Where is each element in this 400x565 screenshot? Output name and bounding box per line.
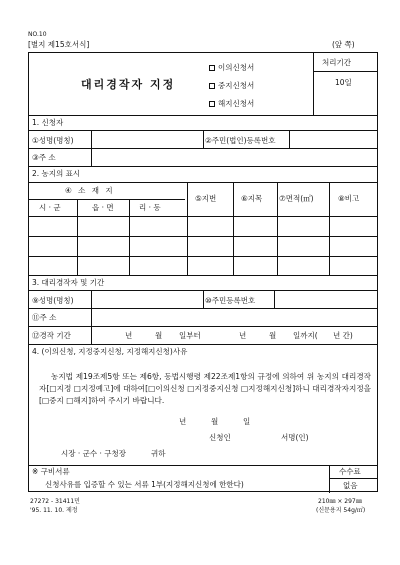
section2-heading: 2. 농지의 표시 [32, 169, 81, 178]
checkbox-box[interactable] [209, 83, 215, 89]
period-start-month: 월 [155, 331, 163, 340]
date-month: 월 [211, 417, 219, 426]
addressee-label: 시장 · 군수 · 구청장 [61, 449, 127, 458]
front-side-label: (앞 쪽) [332, 40, 355, 49]
objection-checkbox[interactable] [209, 63, 254, 73]
request-statement: 농지법 제19조제5항 또는 제6항, 동법시행령 제22조제1항의 규정에 의하여 위 농지의 대리경작자[□지정 □지정예고]에 대하여[□이의신청 □지정중지신청 □지정해지신청]하니 대리경작자지정을[□중지 □해지]하여 주시기 바랍니다. [39, 372, 371, 405]
section4-heading: 4. (이의신청, 지정중지신청, 지정해지신청)사유 [32, 347, 188, 356]
period-start-day: 일부터 [179, 331, 201, 340]
suspension-checkbox[interactable] [209, 81, 254, 91]
col-ri-dong: 리 · 동 [139, 203, 161, 212]
date-year: 년 [179, 417, 187, 426]
applicant-reg-label: ②주민(법인)등록번호 [205, 136, 276, 145]
required-doc-item: 신청사유를 입증할 수 있는 서류 1부(지정해지신청에 한한다) [45, 480, 244, 489]
form-annex-label: [별지 제15호서식] [28, 40, 90, 49]
application-form [28, 52, 378, 492]
processing-period-value: 10일 [335, 78, 352, 87]
col-lot-number: ⑤지번 [195, 194, 217, 203]
period-start-year: 년 [125, 331, 133, 340]
footer-paper-size: 210㎜ × 297㎜ [318, 498, 362, 505]
agent-name-label: ⑨성명(명칭) [32, 296, 74, 305]
section1-heading: 1. 신청자 [32, 118, 64, 127]
applicant-address-label: ③주 소 [32, 153, 56, 162]
fee-value: 없음 [343, 481, 358, 490]
period-end-day: 일까지( [293, 331, 318, 340]
period-end-month: 월 [269, 331, 277, 340]
col-si-gun: 시 · 군 [39, 203, 61, 212]
signature-seal-label: 서명(인) [281, 433, 309, 442]
col-remarks: ⑧비고 [338, 194, 360, 203]
cultivation-period-label: ⑫경작 기간 [32, 331, 71, 340]
checkbox-box[interactable] [209, 101, 215, 107]
col-area: ⑦면적(㎡) [279, 194, 314, 203]
applicant-sign-label: 신청인 [209, 433, 231, 442]
checkbox-box[interactable] [209, 65, 215, 71]
form-title: 대리경작자 지정 [81, 78, 176, 91]
location-label: ④ 소 재 지 [65, 186, 115, 195]
agent-address-label: ⑪주 소 [32, 313, 57, 322]
checkbox-label: 해지신청서 [218, 99, 255, 108]
col-eup-myeon: 읍 · 면 [92, 203, 114, 212]
fee-label: 수수료 [339, 467, 361, 476]
footer-code: 27272 - 31411민 [30, 498, 80, 505]
checkbox-label: 이의신청서 [218, 63, 255, 72]
honorific-label: 귀하 [151, 449, 166, 458]
section3-heading: 3. 대리경작자 및 기간 [32, 278, 105, 287]
form-number-code: NO.10 [28, 31, 47, 38]
period-years: 년 간) [333, 331, 353, 340]
period-end-year: 년 [239, 331, 247, 340]
applicant-name-label: ①성명(명칭) [32, 136, 74, 145]
date-day: 일 [243, 417, 251, 426]
termination-checkbox[interactable] [209, 99, 254, 109]
footer-date: '95. 11. 10. 제정 [30, 507, 78, 514]
agent-reg-label: ⑩주민등록번호 [205, 296, 256, 305]
footer-paper-type: (신문용지 54g/㎡) [316, 507, 366, 514]
col-land-category: ⑥지목 [241, 194, 263, 203]
checkbox-label: 중지신청서 [218, 81, 255, 90]
required-docs-label: ※ 구비서류 [32, 467, 70, 476]
processing-period-label: 처리기간 [322, 58, 351, 67]
